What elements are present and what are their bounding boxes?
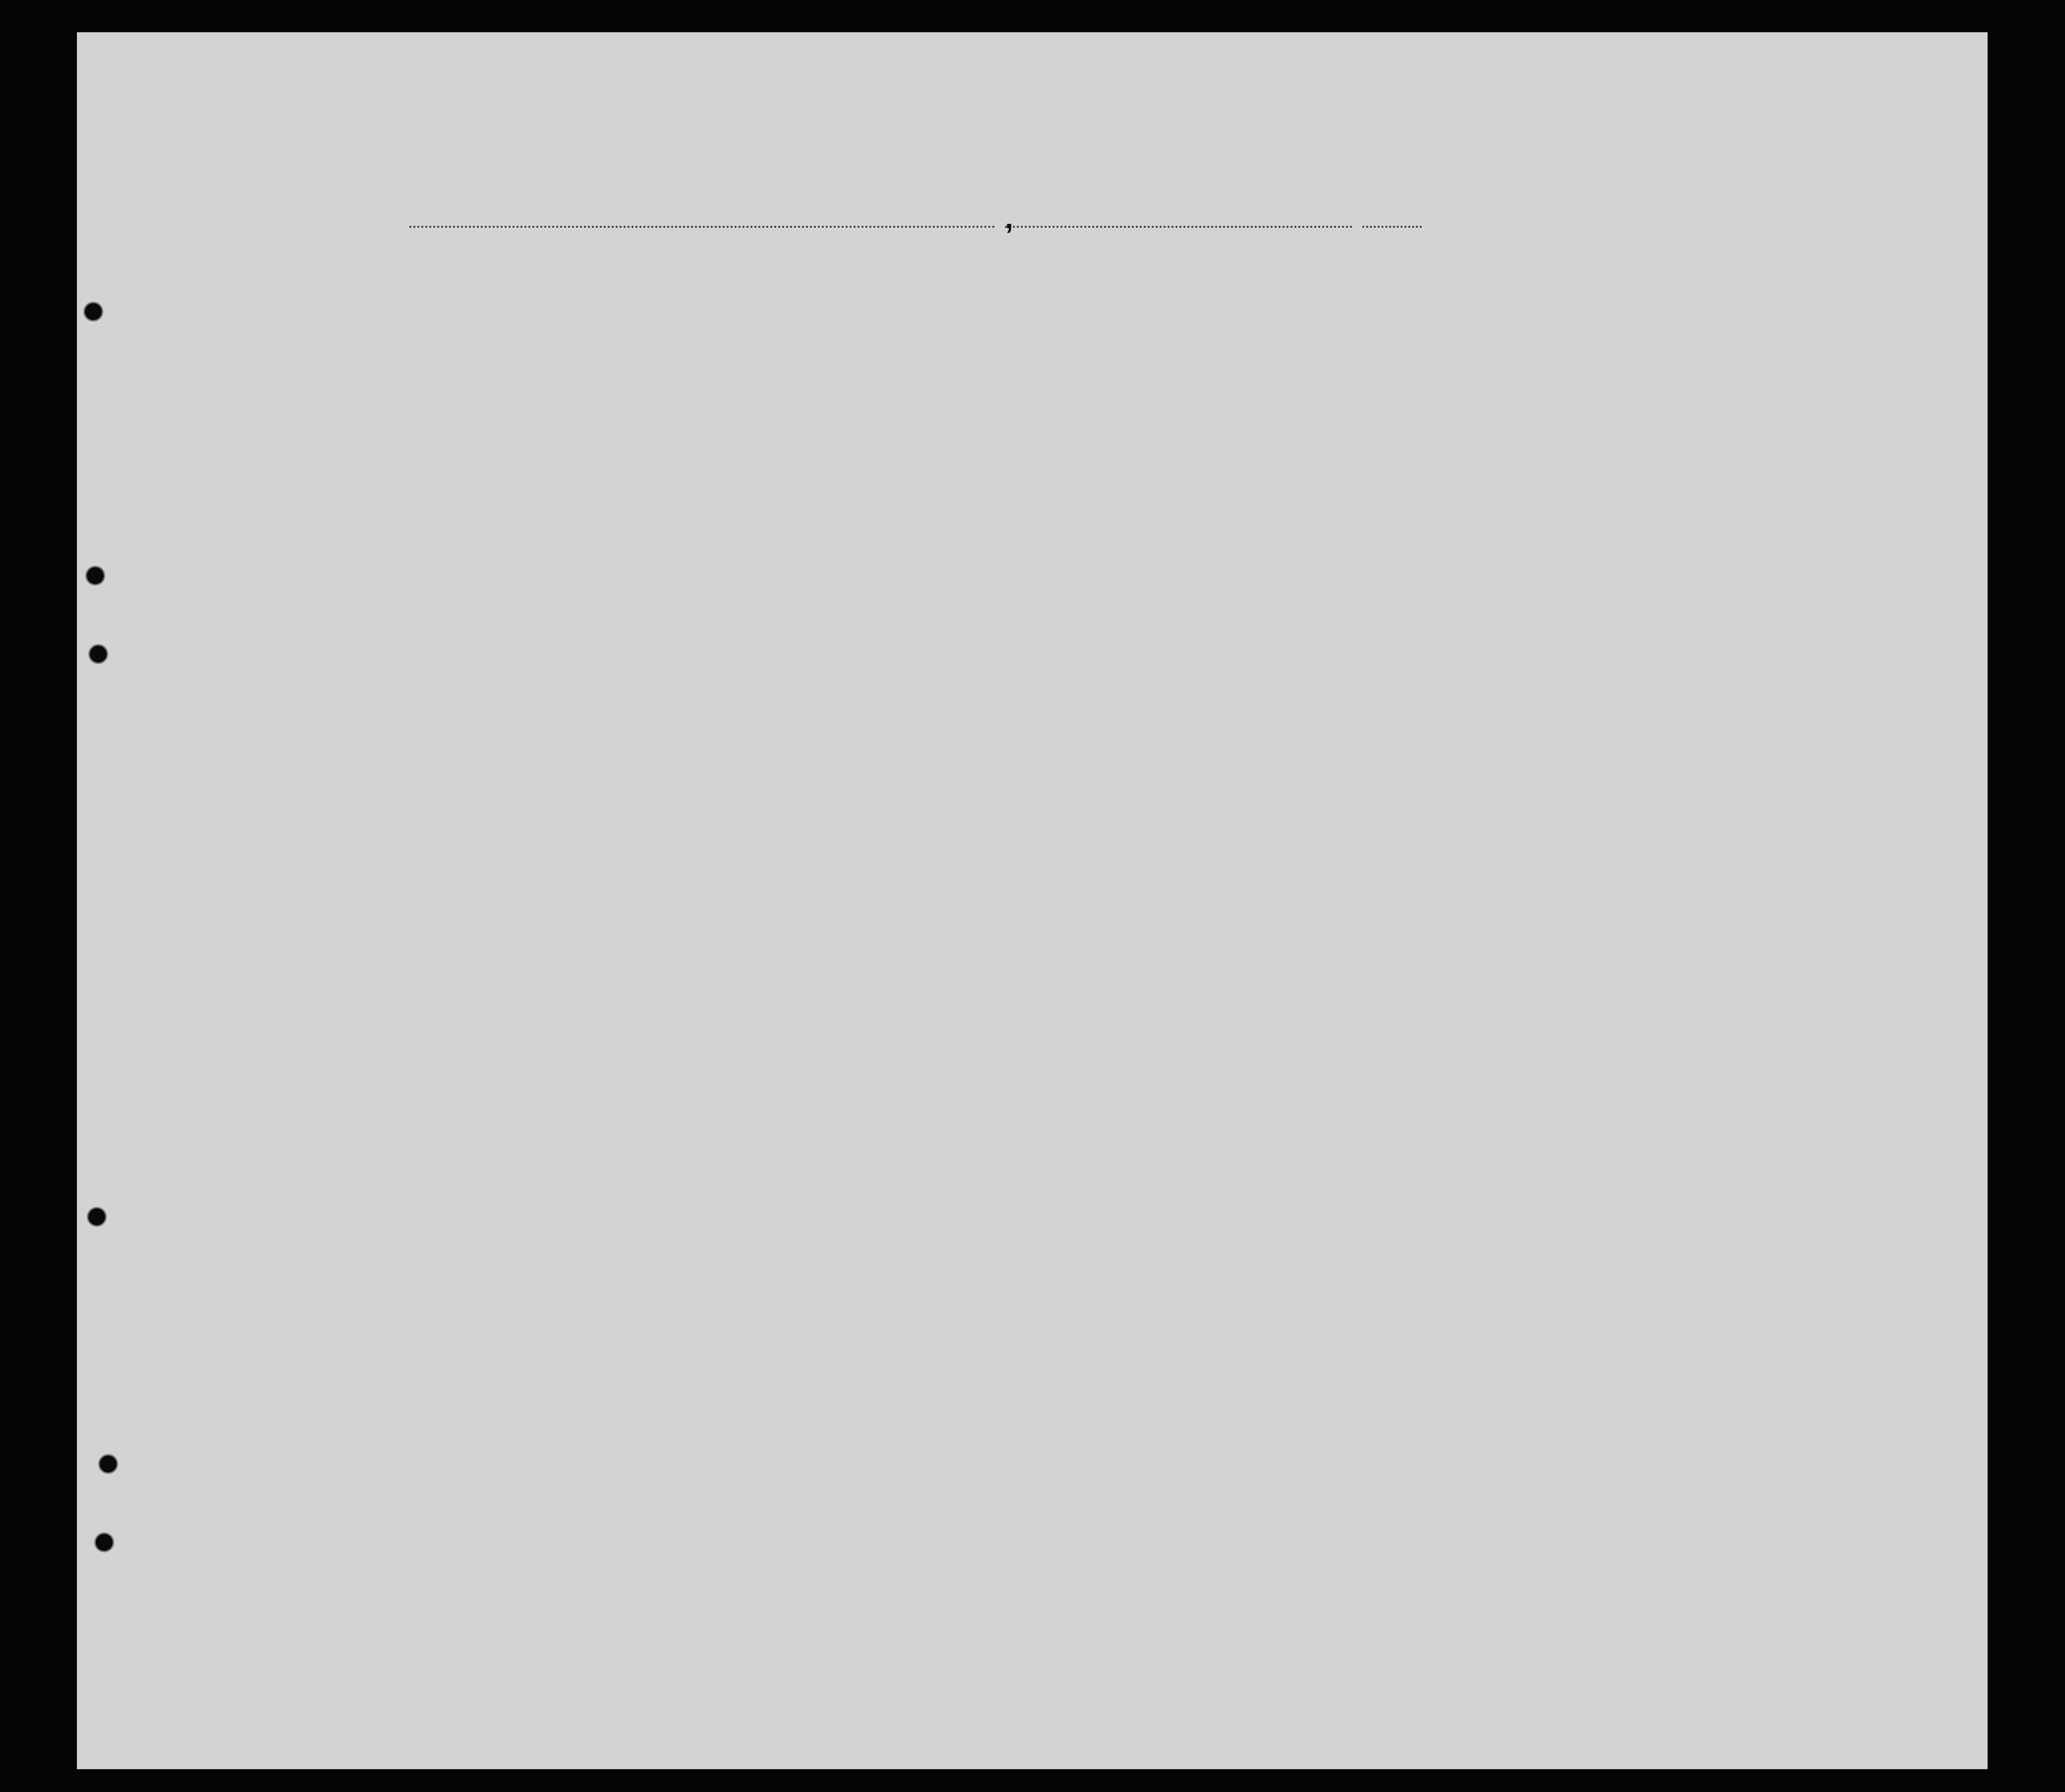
header-purpose-citizen	[1303, 330, 1342, 444]
manifest-sheet	[77, 32, 1988, 1769]
header-question-28	[1437, 315, 1481, 444]
header-money	[727, 288, 747, 437]
header-purpose-return	[1191, 330, 1231, 444]
header-feet	[1705, 395, 1717, 434]
header-deported	[1529, 315, 1563, 444]
header-polygamist	[1386, 315, 1406, 444]
header-anarchist	[1412, 315, 1432, 444]
binder-hole	[85, 566, 105, 586]
table-grid	[77, 32, 1988, 1769]
binder-hole	[83, 302, 103, 322]
header-question-29	[1486, 315, 1526, 444]
binder-hole	[98, 1454, 118, 1474]
header-prison	[1347, 315, 1382, 444]
header-ticket	[588, 290, 618, 434]
binder-hole	[87, 1207, 107, 1227]
date-comma: ,	[1005, 201, 1013, 235]
binder-hole	[94, 1532, 114, 1552]
header-purpose-length	[1243, 330, 1283, 444]
header-inches	[1724, 395, 1735, 434]
binder-hole	[88, 644, 108, 664]
